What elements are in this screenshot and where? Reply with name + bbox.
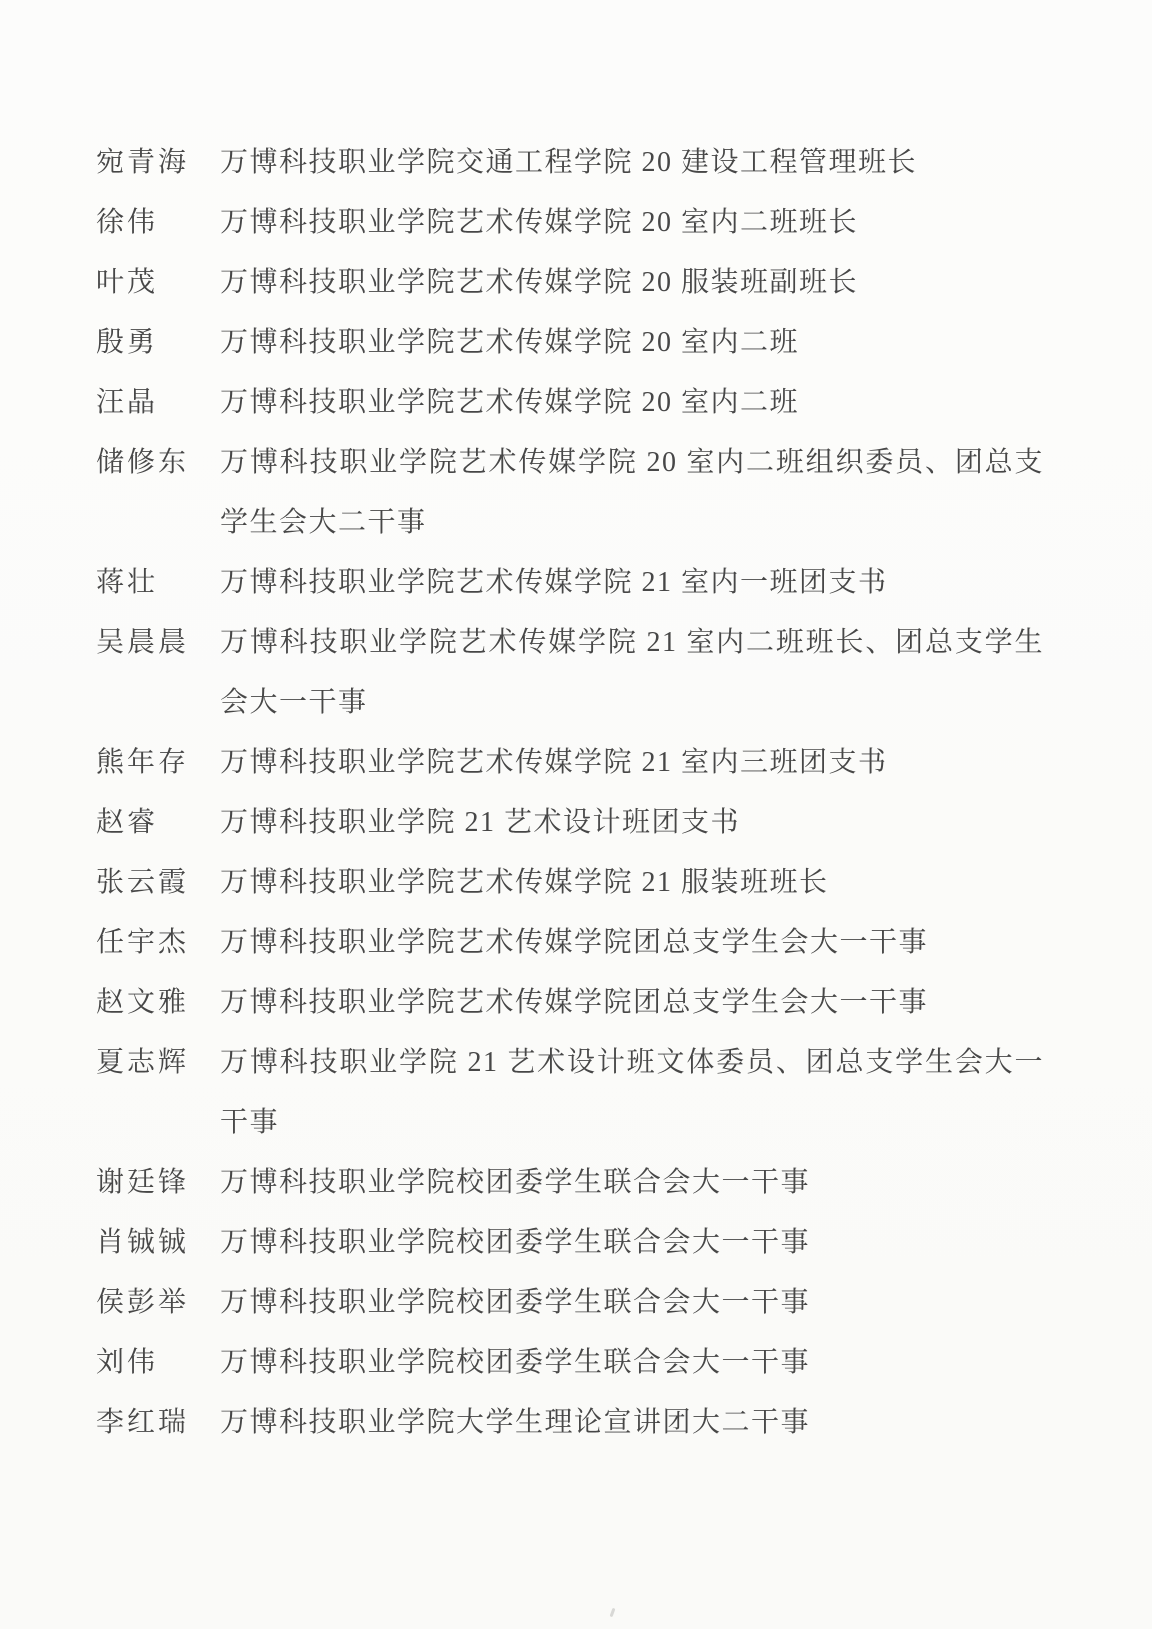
member-role-line: 万博科技职业学院交通工程学院 20 建设工程管理班长 bbox=[220, 147, 918, 178]
member-name: 任宇杰 bbox=[96, 927, 190, 958]
member-role bbox=[220, 853, 1044, 913]
member-name: 宛青海 bbox=[96, 147, 190, 178]
roster-row bbox=[96, 133, 1056, 193]
member-role bbox=[220, 373, 1044, 433]
member-role-line: 万博科技职业学院艺术传媒学院 20 服装班副班长 bbox=[220, 267, 859, 298]
member-name: 张云霞 bbox=[96, 867, 190, 898]
roster-row bbox=[96, 1153, 1056, 1213]
member-name: 李红瑞 bbox=[96, 1407, 190, 1438]
member-role-line: 万博科技职业学院艺术传媒学院 20 室内二班 bbox=[220, 327, 800, 358]
member-role-line: 万博科技职业学院艺术传媒学院团总支学生会大一干事 bbox=[220, 927, 929, 958]
roster-list bbox=[96, 133, 1056, 1453]
member-name: 熊年存 bbox=[96, 747, 190, 778]
member-name: 蒋壮 bbox=[96, 567, 159, 598]
member-name: 吴晨晨 bbox=[96, 627, 190, 658]
roster-row bbox=[96, 313, 1056, 373]
roster-row bbox=[96, 373, 1056, 433]
roster-row bbox=[96, 733, 1056, 793]
roster-row bbox=[96, 1033, 1056, 1153]
member-role bbox=[220, 1033, 1044, 1153]
roster-row bbox=[96, 553, 1056, 613]
member-role bbox=[220, 433, 1044, 553]
roster-row bbox=[96, 253, 1056, 313]
member-role bbox=[220, 193, 1044, 253]
roster-row bbox=[96, 793, 1056, 853]
member-role-line: 万博科技职业学院艺术传媒学院 21 室内二班班长、团总支学生 bbox=[220, 627, 1044, 658]
member-role bbox=[220, 313, 1044, 373]
member-role-line: 干事 bbox=[220, 1107, 280, 1138]
member-role-line: 万博科技职业学院校团委学生联合会大一干事 bbox=[220, 1227, 811, 1258]
member-name: 夏志辉 bbox=[96, 1047, 190, 1078]
member-name: 汪晶 bbox=[96, 387, 159, 418]
roster-row bbox=[96, 433, 1056, 553]
member-role bbox=[220, 133, 1044, 193]
member-name: 肖铖铖 bbox=[96, 1227, 190, 1258]
roster-row bbox=[96, 973, 1056, 1033]
roster-row bbox=[96, 913, 1056, 973]
roster-row bbox=[96, 1273, 1056, 1333]
member-role-line: 万博科技职业学院艺术传媒学院 20 室内二班组织委员、团总支 bbox=[220, 447, 1044, 478]
member-role-line: 万博科技职业学院 21 艺术设计班文体委员、团总支学生会大一 bbox=[220, 1047, 1044, 1078]
roster-row bbox=[96, 193, 1056, 253]
member-role bbox=[220, 613, 1044, 733]
member-role-line: 万博科技职业学院艺术传媒学院 21 室内一班团支书 bbox=[220, 567, 888, 598]
member-role bbox=[220, 973, 1044, 1033]
member-name: 谢廷锋 bbox=[96, 1167, 190, 1198]
member-role-line: 会大一干事 bbox=[220, 687, 368, 718]
member-role bbox=[220, 1333, 1044, 1393]
member-role-line: 万博科技职业学院校团委学生联合会大一干事 bbox=[220, 1167, 811, 1198]
roster-row bbox=[96, 613, 1056, 733]
member-role-line: 万博科技职业学院大学生理论宣讲团大二干事 bbox=[220, 1407, 811, 1438]
member-role bbox=[220, 793, 1044, 853]
roster-row bbox=[96, 1213, 1056, 1273]
member-name: 刘伟 bbox=[96, 1347, 159, 1378]
scan-artifact bbox=[610, 1608, 616, 1617]
member-role-line: 万博科技职业学院校团委学生联合会大一干事 bbox=[220, 1347, 811, 1378]
member-role bbox=[220, 1273, 1044, 1333]
member-role-line: 万博科技职业学院校团委学生联合会大一干事 bbox=[220, 1287, 811, 1318]
roster-row bbox=[96, 1393, 1056, 1453]
member-name: 徐伟 bbox=[96, 207, 159, 238]
member-role-line: 学生会大二干事 bbox=[220, 507, 427, 538]
member-role bbox=[220, 553, 1044, 613]
member-role-line: 万博科技职业学院艺术传媒学院 20 室内二班 bbox=[220, 387, 800, 418]
member-role-line: 万博科技职业学院 21 艺术设计班团支书 bbox=[220, 807, 741, 838]
member-role bbox=[220, 253, 1044, 313]
member-role bbox=[220, 1153, 1044, 1213]
member-name: 侯彭举 bbox=[96, 1287, 190, 1318]
member-name: 殷勇 bbox=[96, 327, 159, 358]
member-role-line: 万博科技职业学院艺术传媒学院 21 室内三班团支书 bbox=[220, 747, 888, 778]
member-name: 储修东 bbox=[96, 447, 190, 478]
member-role bbox=[220, 1393, 1044, 1453]
member-name: 叶茂 bbox=[96, 267, 159, 298]
member-role bbox=[220, 1213, 1044, 1273]
member-name: 赵文雅 bbox=[96, 987, 190, 1018]
member-role-line: 万博科技职业学院艺术传媒学院 20 室内二班班长 bbox=[220, 207, 859, 238]
roster-row bbox=[96, 1333, 1056, 1393]
roster-row bbox=[96, 853, 1056, 913]
member-role bbox=[220, 733, 1044, 793]
member-name: 赵睿 bbox=[96, 807, 159, 838]
member-role bbox=[220, 913, 1044, 973]
member-role-line: 万博科技职业学院艺术传媒学院团总支学生会大一干事 bbox=[220, 987, 929, 1018]
member-role-line: 万博科技职业学院艺术传媒学院 21 服装班班长 bbox=[220, 867, 829, 898]
